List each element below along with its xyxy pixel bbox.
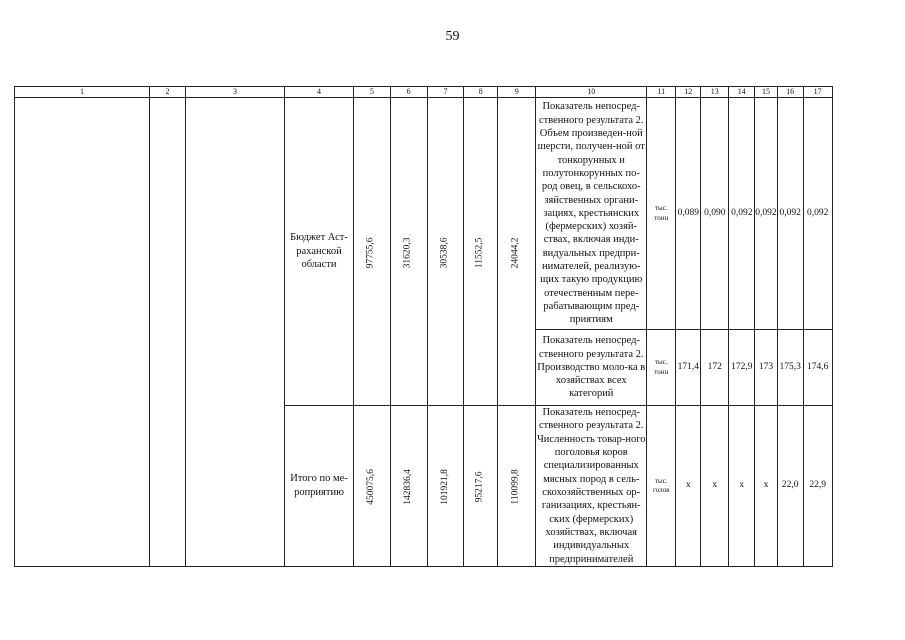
amount-value: 110099,8: [510, 469, 521, 505]
amount-value: 11552,5: [474, 237, 485, 268]
col-number: 6: [390, 87, 427, 98]
col-number: 10: [536, 87, 647, 98]
funding-source: Итого по ме-роприятию: [285, 406, 354, 567]
indicator-description: Показатель непосред-ственного результата 2. Производство моло-ка в хозяйствах всех категорий: [536, 330, 647, 406]
indicator-value: 0,092: [729, 98, 755, 330]
amount-value: 24044,2: [510, 237, 521, 268]
amount-value: 101921,8: [439, 469, 450, 505]
table-row: [15, 98, 833, 330]
amount-value: 30538,6: [439, 237, 450, 268]
amount-cell: [427, 406, 464, 567]
funding-source: Бюджет Аст-раханской области: [285, 98, 354, 406]
amount-value: 142836,4: [402, 469, 413, 505]
amount-cell: [354, 98, 391, 406]
col-number: 7: [427, 87, 464, 98]
indicator-value: 173: [755, 330, 777, 406]
empty-cell: [15, 98, 150, 567]
amount-cell: [390, 98, 427, 406]
amount-cell: [390, 406, 427, 567]
empty-cell: [150, 98, 186, 567]
indicator-value: x: [729, 406, 755, 567]
col-number: 15: [755, 87, 777, 98]
amount-cell: [464, 98, 498, 406]
col-number: 9: [498, 87, 536, 98]
indicator-value: 172,9: [729, 330, 755, 406]
col-number: 1: [15, 87, 150, 98]
indicator-value: 0,090: [701, 98, 729, 330]
indicator-value: 171,4: [676, 330, 701, 406]
amount-cell: [427, 98, 464, 406]
page-number: 59: [445, 29, 460, 44]
indicator-value: 22,0: [777, 406, 803, 567]
indicator-description: Показатель непосред-ственного результата 2. Численность товар-ного поголовья коров специализированных мясных пород в сель-скохозяйственных ор-ганизациях, крестьян-ских (фермерских) хозяйствах, включая индивидуальных предпринимателей: [536, 407, 646, 565]
indicator-description: Показатель непосред-ственного результата 2. Объем произведен-ной шерсти, получен-ной от тонкорунных и полутонкорунных по-род овец, в сельскохо-зяйственных органи-зациях, крестьянских (фермерских) хозяй-ствах, включая инди-видуальных предпри-нимателей, реализую-щих такую продукцию отечественным пере-рабатывающим пред-приятиям: [536, 98, 647, 330]
indicator-value: 0,089: [676, 98, 701, 330]
col-number: 11: [647, 87, 676, 98]
col-number: 2: [150, 87, 186, 98]
indicator-value: 22,9: [803, 406, 832, 567]
column-number-row: [15, 87, 833, 98]
indicator-value: x: [676, 406, 701, 567]
unit-of-measure: тыс. тонн: [647, 98, 676, 330]
indicator-value: x: [701, 406, 729, 567]
indicator-value: x: [755, 406, 777, 567]
indicator-value: 0,092: [755, 98, 777, 330]
amount-cell: [498, 406, 536, 567]
budget-table: [14, 86, 833, 567]
amount-value: 97755,6: [365, 237, 376, 268]
unit-of-measure: тыс. тонн: [647, 330, 676, 406]
col-number: 16: [777, 87, 803, 98]
unit-of-measure: тыс. голов: [647, 406, 676, 567]
amount-value: 31620,3: [402, 237, 413, 268]
indicator-value: 0,092: [803, 98, 832, 330]
indicator-value: 174,6: [803, 330, 832, 406]
col-number: 4: [285, 87, 354, 98]
amount-cell: [498, 98, 536, 406]
empty-cell: [186, 98, 285, 567]
amount-value: 450075,6: [365, 469, 376, 505]
col-number: 17: [803, 87, 832, 98]
indicator-value: 172: [701, 330, 729, 406]
amount-cell: [354, 406, 391, 567]
amount-cell: [464, 406, 498, 567]
col-number: 14: [729, 87, 755, 98]
indicator-value: 175,3: [777, 330, 803, 406]
col-number: 3: [186, 87, 285, 98]
col-number: 5: [354, 87, 391, 98]
col-number: 12: [676, 87, 701, 98]
amount-value: 95217,6: [474, 471, 485, 503]
col-number: 13: [701, 87, 729, 98]
indicator-value: 0,092: [777, 98, 803, 330]
col-number: 8: [464, 87, 498, 98]
